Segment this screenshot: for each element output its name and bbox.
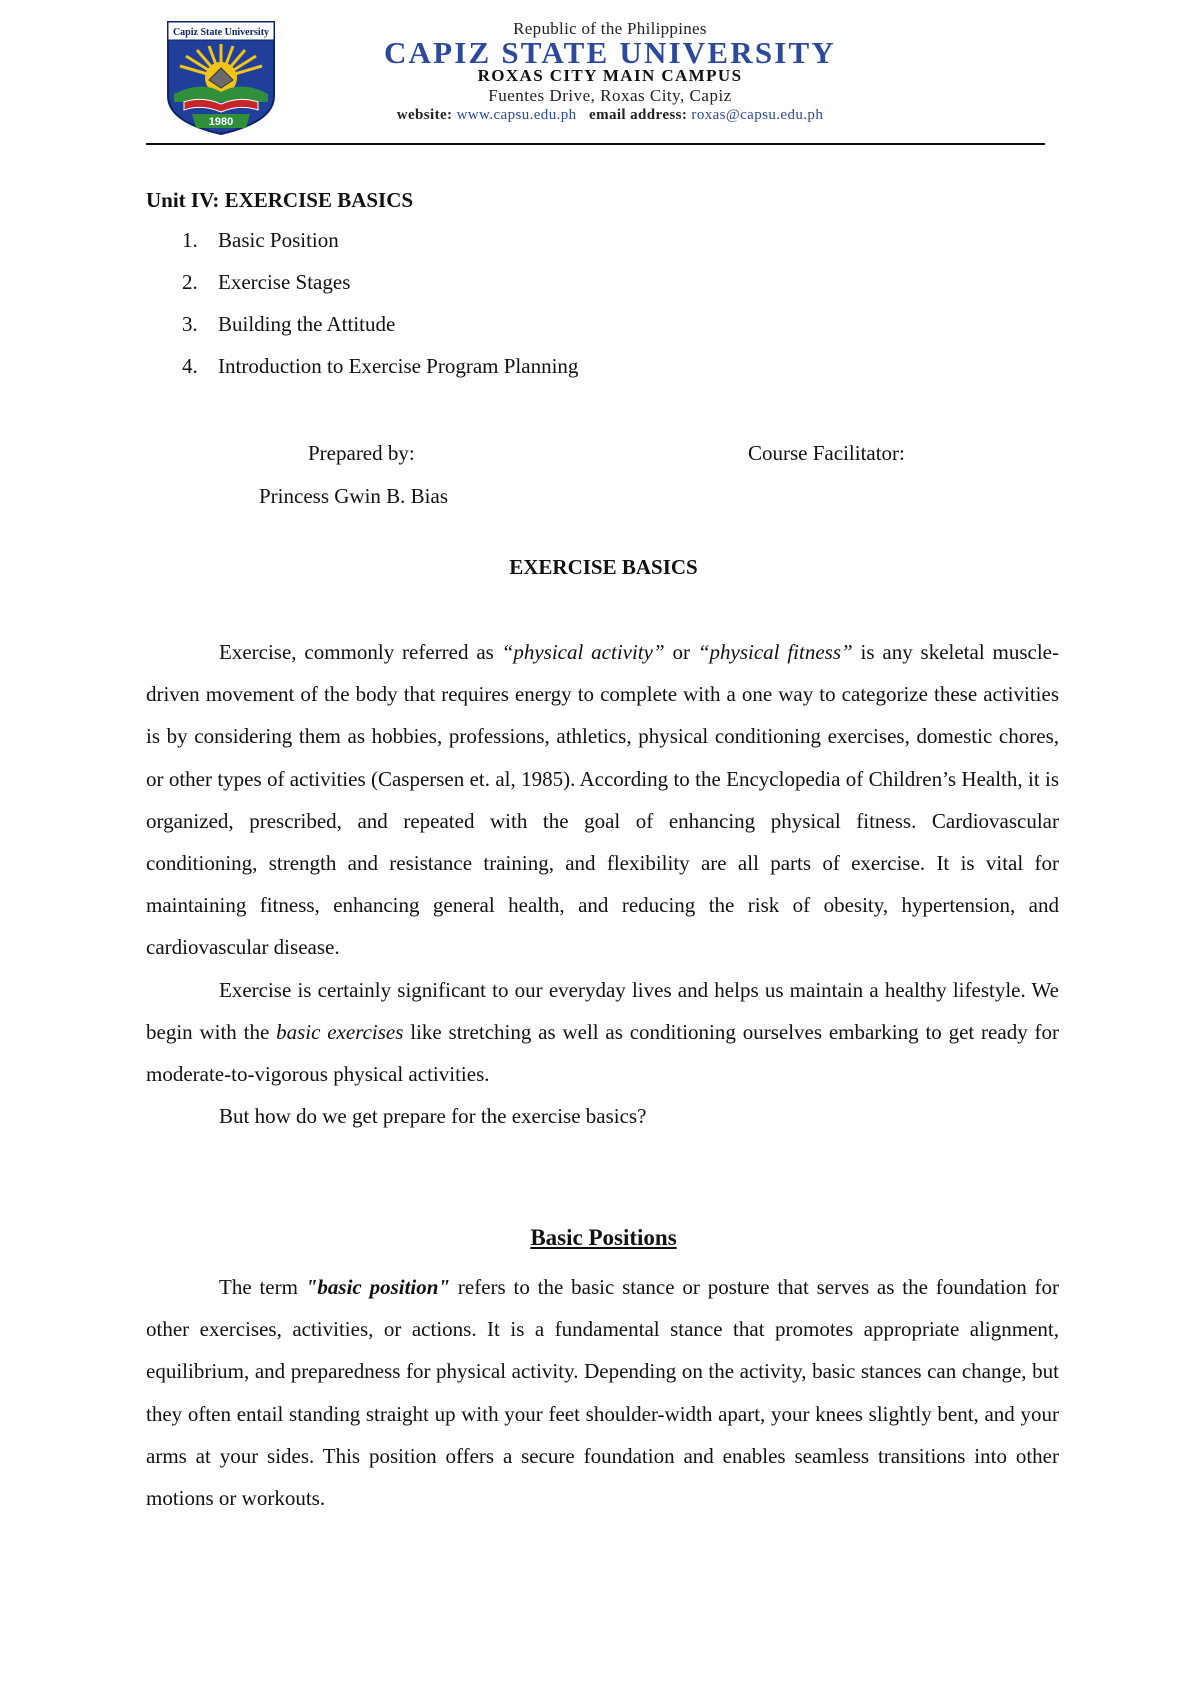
topic-item	[182, 228, 578, 270]
basic-positions-paragraph	[146, 1266, 1059, 1519]
document-heading: EXERCISE BASICS	[509, 555, 698, 579]
topic-item	[182, 270, 578, 312]
intro-section	[146, 631, 1059, 1137]
italic-term: basic exercises	[276, 1019, 404, 1044]
website-label: website:	[396, 107, 453, 123]
topic-number: 4.	[182, 354, 198, 378]
prepared-by-label: Prepared by:	[308, 441, 415, 465]
logo-label: Capiz State University	[172, 27, 270, 38]
university-name: CAPIZ STATE UNIVERSITY	[383, 35, 837, 70]
intro-paragraph-1	[146, 631, 1059, 969]
text-run: refers to the basic stance or posture that serves as the foundation for other exercises, activities, or actions. It is a fundamental stance that promotes appropriate alignment, equilibrium, and preparedness for physical activity. Depending on the activity, basic stances can change, but they often entail standing straight up with your feet shoulder-width apart, your knees slightly bent, and your arms at your sides. This position offers a secure foundation and enables seamless transitions into other motions or workouts.	[146, 1275, 1059, 1511]
republic-line: Republic of the Philippines	[513, 19, 707, 38]
campus-address: Fuentes Drive, Roxas City, Capiz	[488, 86, 732, 105]
email-link[interactable]: roxas@capsu.edu.ph	[691, 107, 824, 123]
logo-year: 1980	[208, 116, 234, 128]
italic-term: “physical fitness”	[697, 640, 853, 664]
text-run: Exercise, commonly referred as	[219, 640, 502, 664]
topic-number: 1.	[182, 228, 198, 252]
topic-list	[182, 228, 578, 396]
course-facilitator-label: Course Facilitator:	[748, 441, 905, 465]
unit-title: Unit IV: EXERCISE BASICS	[146, 188, 414, 212]
text-run: The term	[219, 1275, 306, 1299]
bold-italic-term: "basic position"	[305, 1275, 451, 1299]
text-run: or	[664, 640, 698, 664]
email-label: email address:	[589, 107, 688, 123]
topic-label: Building the Attitude	[218, 312, 396, 336]
italic-term: “physical activity”	[501, 640, 665, 664]
section-heading-basic-positions: Basic Positions	[530, 1225, 677, 1250]
letterhead-divider	[146, 143, 1045, 145]
text-run: like stretching as well as conditioning ourselves embarking to get ready for moderate-to-vigorous physical activities.	[146, 1019, 1059, 1087]
basic-positions-section	[146, 1266, 1059, 1519]
text-run: is any skeletal muscle-driven movement of the body that requires energy to complete with a one way to categorize these activities is by considering them as hobbies, professions, athletics, physical conditioning exercises, domestic chores, or other types of activities (Caspersen et. al, 1985). According to the Encyclopedia of Children’s Health, it is organized, prescribed, and repeated with the goal of enhancing physical fitness. Cardiovascular conditioning, strength and resistance training, and flexibility are all parts of exercise. It is vital for maintaining fitness, enhancing general health, and reducing the risk of obesity, hypertension, and cardiovascular disease.	[146, 640, 1059, 960]
website-link[interactable]: www.capsu.edu.ph	[456, 107, 577, 123]
topic-item	[182, 312, 578, 354]
intro-paragraph-2	[146, 969, 1059, 1096]
campus-name: ROXAS CITY MAIN CAMPUS	[477, 66, 743, 85]
topic-label: Exercise Stages	[218, 270, 351, 294]
text-run: Exercise is certainly significant to our everyday lives and helps us maintain a healthy lifestyle. We begin with the	[146, 977, 1059, 1044]
topic-number: 2.	[182, 270, 198, 294]
prepared-by-name: Princess Gwin B. Bias	[259, 484, 448, 508]
topic-label: Introduction to Exercise Program Planning	[218, 354, 579, 378]
contact-line	[0, 107, 1200, 124]
topic-number: 3.	[182, 312, 198, 336]
intro-paragraph-3: But how do we get prepare for the exercise basics?	[219, 1104, 647, 1129]
topic-label: Basic Position	[218, 228, 339, 252]
topic-item	[182, 354, 578, 396]
